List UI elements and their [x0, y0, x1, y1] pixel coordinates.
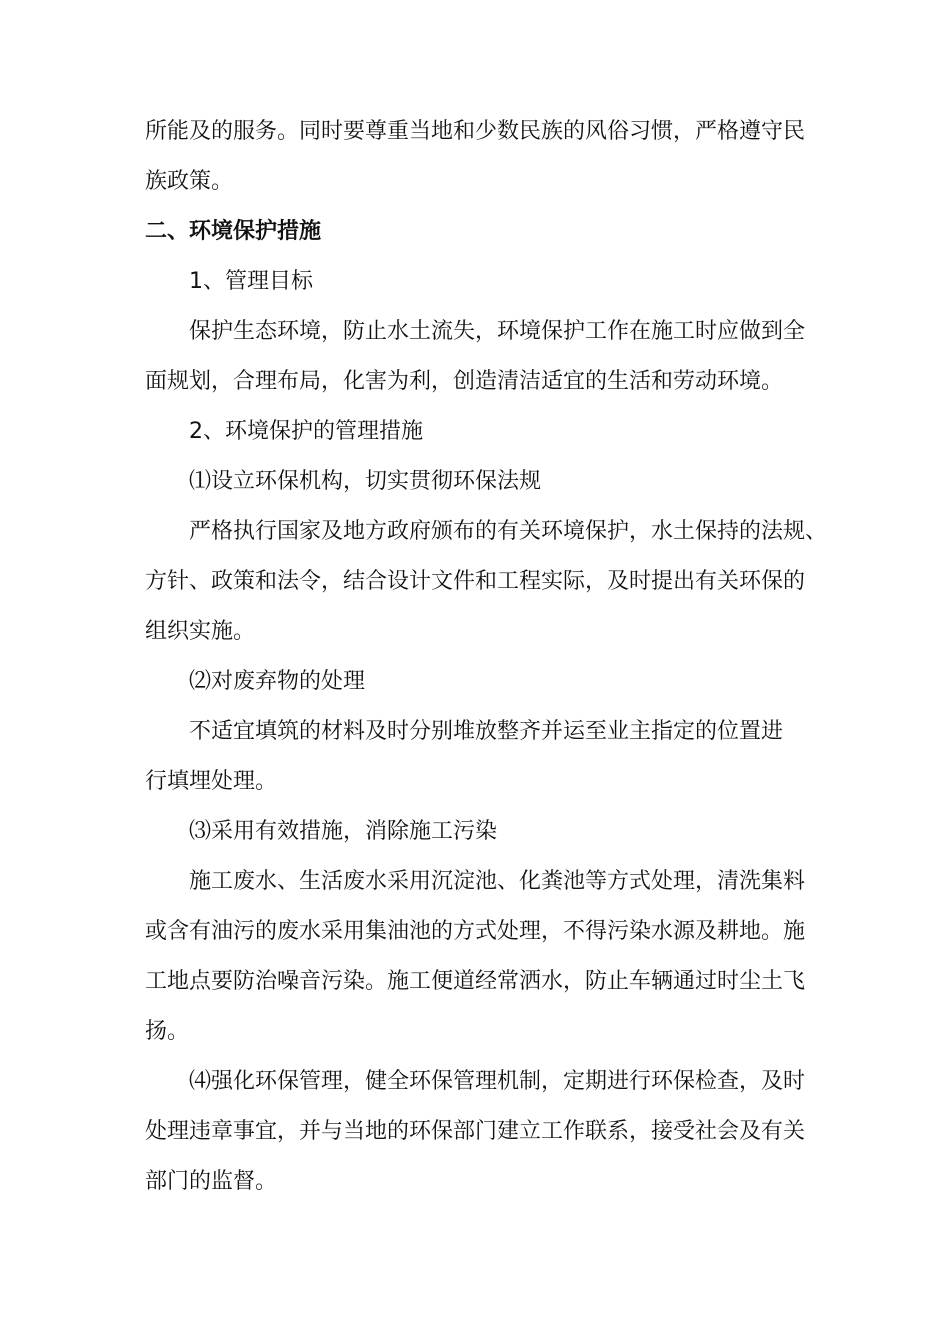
body-line: 部门的监督。: [145, 1169, 278, 1194]
body-line: 施工废水、生活废水采用沉淀池、化粪池等方式处理，清洗集料: [189, 869, 806, 894]
section-heading: 二、环境保护措施: [145, 219, 322, 244]
body-line: 保护生态环境，防止水土流失，环境保护工作在施工时应做到全: [189, 319, 806, 344]
item-heading: ⑴设立环保机构，切实贯彻环保法规: [189, 469, 542, 494]
body-line: 方针、政策和法令，结合设计文件和工程实际，及时提出有关环保的: [145, 569, 806, 594]
body-line: 组织实施。: [145, 619, 256, 644]
body-line: 处理违章事宜，并与当地的环保部门建立工作联系，接受社会及有关: [145, 1119, 806, 1144]
body-line: 或含有油污的废水采用集油池的方式处理，不得污染水源及耕地。施: [145, 919, 806, 944]
item-heading: ⑶采用有效措施，消除施工污染: [189, 819, 498, 844]
body-line: 严格执行国家及地方政府颁布的有关环境保护，水土保持的法规、: [189, 519, 828, 544]
body-line: 面规划，合理布局，化害为利，创造清洁适宜的生活和劳动环境。: [145, 369, 784, 394]
subsection-heading: 2、环境保护的管理措施: [189, 419, 423, 444]
body-line: 族政策。: [145, 169, 234, 194]
body-line: 所能及的服务。同时要尊重当地和少数民族的风俗习惯，严格遵守民: [145, 119, 806, 144]
body-line: 扬。: [145, 1019, 190, 1044]
item-heading: ⑵对废弃物的处理: [189, 669, 366, 694]
item-heading: ⑷强化环保管理，健全环保管理机制，定期进行环保检查，及时: [189, 1069, 806, 1094]
body-line: 行填埋处理。: [145, 769, 278, 794]
body-line: 工地点要防治噪音污染。施工便道经常洒水，防止车辆通过时尘土飞: [145, 969, 806, 994]
document-body: [145, 107, 828, 1207]
body-line: 不适宜填筑的材料及时分别堆放整齐并运至业主指定的位置进: [189, 719, 784, 744]
subsection-heading: 1、管理目标: [189, 269, 313, 294]
